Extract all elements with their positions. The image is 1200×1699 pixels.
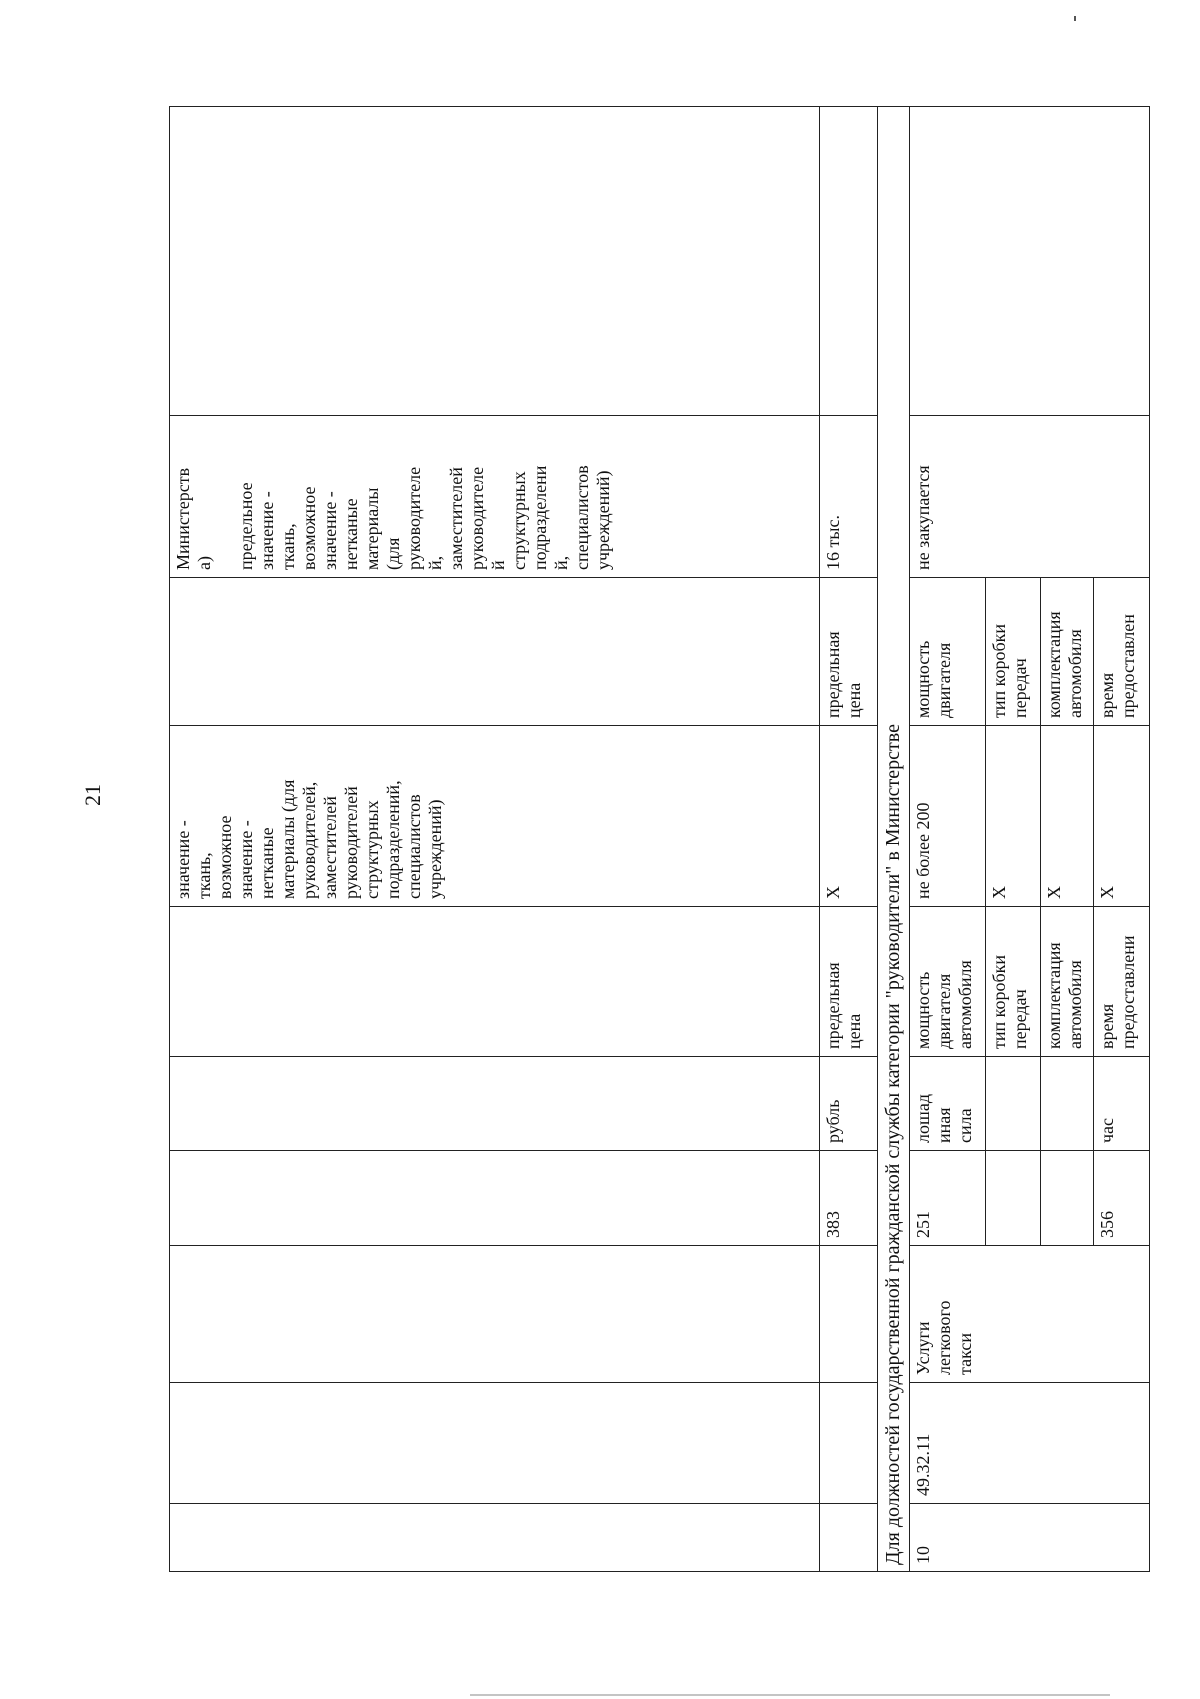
cell-unit: час (1094, 1057, 1150, 1151)
cell-okpd (170, 1383, 820, 1504)
cell-unit: лошад иная сила (910, 1057, 986, 1151)
cell-name (170, 1246, 820, 1383)
table-row (820, 107, 878, 1572)
cell-char-name (170, 907, 820, 1057)
cell-num: 10 (910, 1504, 1150, 1572)
table-row (170, 107, 820, 1572)
cell-char-name-2 (170, 578, 820, 726)
cell-value-2: Министерств а) предельное значение - ткань, возможное значение - нетканые материалы (для руководителе й, заместителей руководителе й структурных подразделени й, специалистов учреждений) (170, 416, 820, 578)
table-wrap (169, 107, 1138, 1572)
cell-char-name: комплектация автомобиля (1041, 907, 1094, 1057)
cell-code: 356 (1094, 1151, 1150, 1246)
specs-table (169, 106, 1150, 1572)
cell-blank (170, 107, 820, 416)
cell-char-name: тип коробки передач (986, 907, 1041, 1057)
cell-value: значение - ткань, возможное значение - нетканые материалы (для руководителей, заместителей руководителей структурных подразделений, специалистов учреждений) (170, 726, 820, 907)
cell-value: X (986, 726, 1041, 907)
cell-code (986, 1151, 1041, 1246)
cell-code: 251 (910, 1151, 986, 1246)
scan-mark-top (1074, 16, 1076, 21)
cell-char-name: время предоставлени (1094, 907, 1150, 1057)
cell-code: 383 (820, 1151, 878, 1246)
section-banner (878, 107, 910, 1572)
cell-unit (170, 1057, 820, 1151)
cell-char-name-2: тип коробки передач (986, 578, 1041, 726)
cell-char-name-2: мощность двигателя (910, 578, 986, 726)
cell-code (1041, 1151, 1094, 1246)
cell-okpd (820, 1383, 878, 1504)
cell-unit (986, 1057, 1041, 1151)
cell-value: X (1094, 726, 1150, 907)
cell-value: не более 200 (910, 726, 986, 907)
cell-blank (820, 107, 878, 416)
table-row (910, 107, 986, 1572)
cell-name: Услуги легкового такси (910, 1246, 1150, 1383)
page-number: 21 (80, 784, 105, 806)
cell-okpd: 49.32.11 (910, 1383, 1150, 1504)
cell-char-name-2: предельная цена (820, 578, 878, 726)
cell-value-2: 16 тыс. (820, 416, 878, 578)
cell-code (170, 1151, 820, 1246)
cell-unit: рубль (820, 1057, 878, 1151)
cell-char-name: мощность двигателя автомобиля (910, 907, 986, 1057)
cell-num (820, 1504, 878, 1572)
cell-blank (910, 107, 1150, 416)
cell-value: X (820, 726, 878, 907)
rotated-table (169, 107, 1138, 1572)
cell-char-name: предельная цена (820, 907, 878, 1057)
cell-value-2: не закупается (910, 416, 1150, 578)
cell-value: X (1041, 726, 1094, 907)
cell-char-name-2: время предоставлен (1094, 578, 1150, 726)
section-banner-text: Для должностей государственной гражданской службы категории "руководители" в Министерстве (878, 107, 910, 1572)
cell-char-name-2: комплектация автомобиля (1041, 578, 1094, 726)
scan-mark-bottom (470, 1694, 1110, 1696)
cell-num (170, 1504, 820, 1572)
cell-unit (1041, 1057, 1094, 1151)
cell-name (820, 1246, 878, 1383)
